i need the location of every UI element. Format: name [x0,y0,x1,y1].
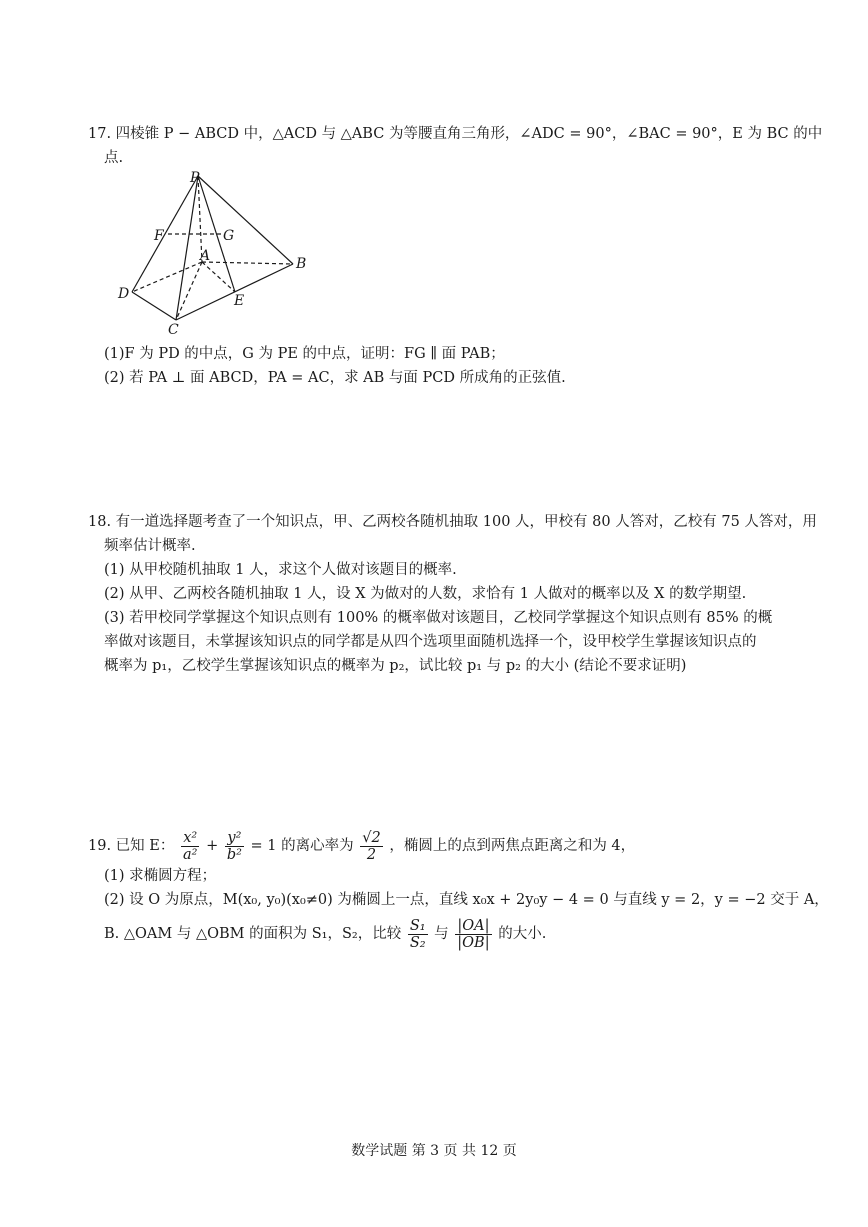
pyramid-figure [110,168,310,340]
length-ratio-numerator: |OA| [455,918,491,935]
q19-part2-line2 [104,914,546,954]
x-denominator: a² [182,846,198,863]
compare-word: 与 [434,926,449,942]
area-ratio-numerator: S₁ [409,917,426,934]
y-denominator: b² [226,846,242,863]
edge-AB [202,262,293,264]
q17-stem-line1: 17. 四棱锥 P − ABCD 中，△ACD 与 △ABC 为等腰直角三角形，∠ADC = 90°，∠BAC = 90°，E 为 BC 的中 [88,126,823,142]
length-ratio-denominator: |OB| [457,934,490,951]
edge-DC [132,292,176,320]
label-B: B [296,256,307,272]
q19-stem-tail: ，椭圆上的点到两焦点距离之和为 4， [389,838,636,854]
label-F: F [154,228,164,244]
area-ratio-fraction [408,918,428,951]
q19-part2-suffix: 的大小. [498,926,547,942]
y-numerator: y² [225,830,244,847]
edge-PC [176,176,198,320]
q19-stem [88,826,635,866]
q19-part1: (1) 求椭圆方程； [104,868,217,884]
label-E: E [234,293,245,309]
q18-part2: (2) 从甲、乙两校各随机抽取 1 人，设 X 为做对的人数，求恰有 1 人做对的概率以及 X 的数学期望. [104,586,747,602]
q18-stem-line2: 频率估计概率. [104,538,196,554]
length-ratio-fraction [455,918,491,951]
label-P: P [190,170,200,186]
label-A: A [200,248,211,264]
q18-part3-line3: 概率为 p₁，乙校学生掌握该知识点的概率为 p₂，试比较 p₁ 与 p₂ 的大小 (结论不要求证明) [104,658,687,674]
equation-tail: = 1 的离心率为 [250,838,354,854]
x-numerator: x² [181,830,199,847]
q17-stem-line2: 点. [104,150,124,166]
area-ratio-denominator: S₂ [409,934,426,951]
q17-part2: (2) 若 PA ⊥ 面 ABCD，PA = AC，求 AB 与面 PCD 所成角的正弦值. [104,370,566,386]
label-C: C [168,322,179,338]
q18-part3-line2: 率做对该题目，未掌握该知识点的同学都是从四个选项里面随机选择一个，设甲校学生掌握该知识点的 [104,634,757,650]
q19-prefix: 19. 已知 E： [88,838,175,854]
x-fraction [181,830,199,863]
label-G: G [223,228,235,244]
q18-stem-line1: 18. 有一道选择题考查了一个知识点，甲、乙两校各随机抽取 100 人，甲校有 80 人答对，乙校有 75 人答对，用 [88,514,817,530]
q17-part1: (1)F 为 PD 的中点，G 为 PE 的中点，证明：FG ∥ 面 PAB； [104,346,505,362]
edge-AD [132,262,202,292]
page-footer: 数学试题 第 3 页 共 12 页 [351,1143,517,1159]
y-fraction [225,830,244,863]
q19-part2-prefix: B. △OAM 与 △OBM 的面积为 S₁，S₂，比较 [104,926,402,942]
eccentricity-denominator: 2 [366,846,377,863]
edge-PD [132,176,198,292]
eccentricity-fraction [360,830,382,863]
eccentricity-numerator: √2 [362,829,381,846]
q18-part1: (1) 从甲校随机抽取 1 人，求这个人做对该题目的概率. [104,562,457,578]
q19-part2-line1: (2) 设 O 为原点，M(x₀, y₀)(x₀≠0) 为椭圆上一点，直线 x₀x + 2y₀y − 4 = 0 与直线 y = 2，y = −2 交于 A， [104,892,829,908]
q18-part3-line1: (3) 若甲校同学掌握这个知识点则有 100% 的概率做对该题目，乙校同学掌握这个知识点则有 85% 的概 [104,610,773,626]
plus-sign: + [206,838,219,854]
label-D: D [118,286,130,302]
